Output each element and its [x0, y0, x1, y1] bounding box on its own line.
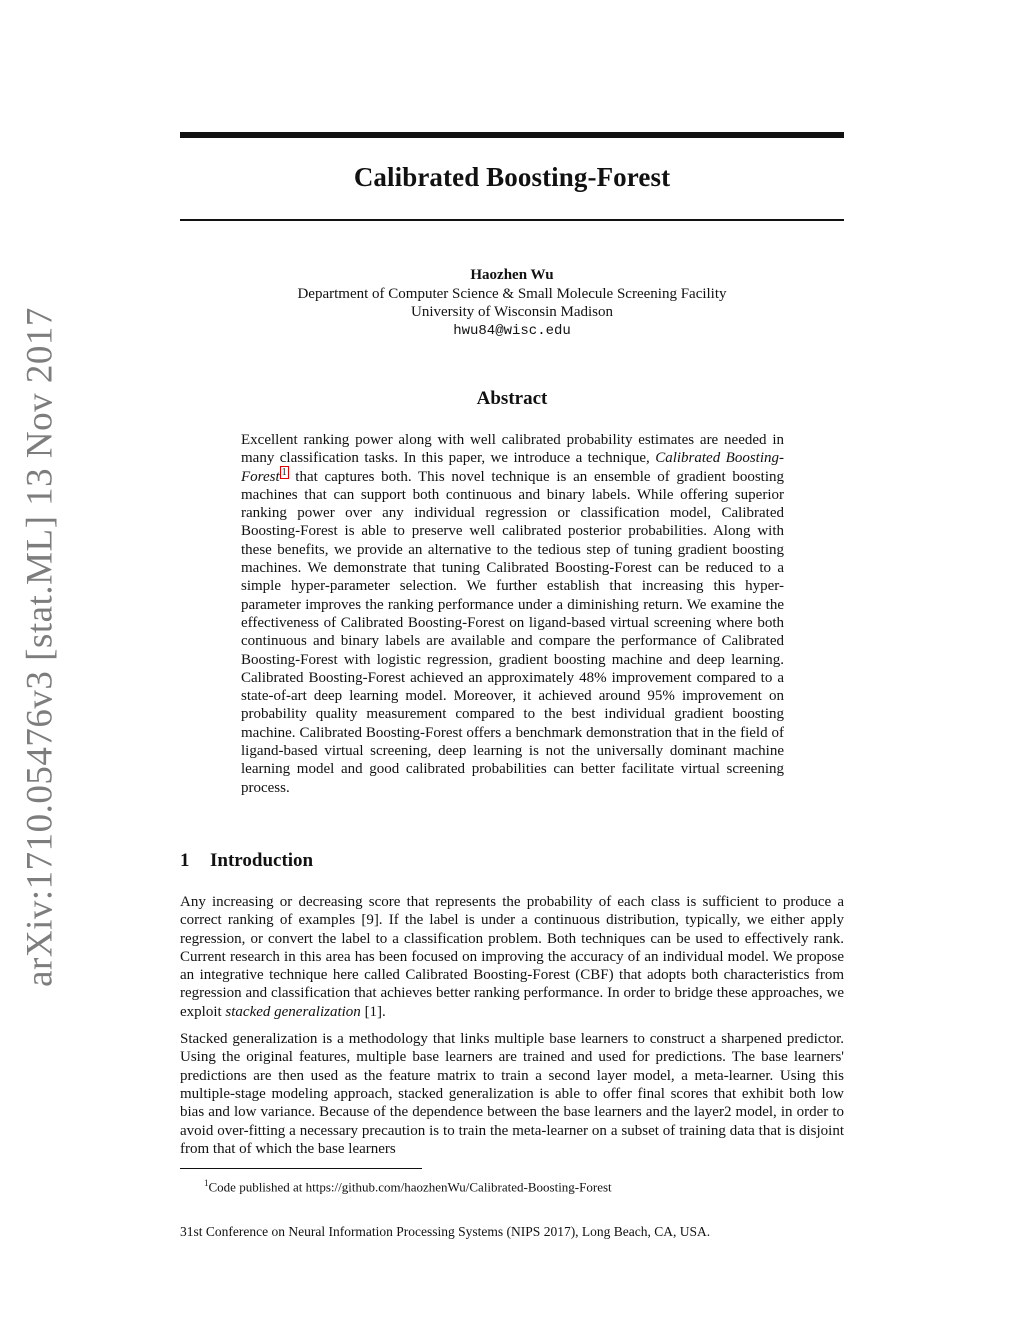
footnote-reference-link[interactable]: 1 [281, 466, 287, 478]
abstract-paragraph [241, 431, 784, 797]
title-rule-top [180, 132, 844, 138]
author-name: Haozhen Wu [470, 267, 554, 283]
abstract-text-start: Excellent ranking power along with well calibrated probability estimates are needed in many classification tasks. In this paper, we introduce a technique, [241, 432, 784, 467]
paper-title: Calibrated Boosting-Forest [353, 162, 671, 192]
footnote [204, 1175, 844, 1195]
venue-line: 31st Conference on Neural Information Processing Systems (NIPS 2017), Long Beach, CA, USA. [180, 1224, 711, 1239]
abstract-emphasis: Calibrated Boosting-Forest [241, 450, 784, 485]
introduction-paragraph-2: Stacked generalization is a methodology that links multiple base learners to construct a sharpened predictor. Using the original features, multiple base learners are trained and used for predictions. The base learners' predictions are then used as the feature matrix to train a second layer model, a meta-learner. Using this multiple-stage modeling approach, stacked generalization is able to offer final scores that exhibit both low bias and low variance. Because of the dependence between the base learners and the layer2 model, in order to avoid over-fitting a necessary precaution is to train the meta-learner on a subset of training data that is disjoint from that of which the base learners [180, 1031, 844, 1157]
author-block [180, 266, 844, 340]
para-1-text: Any increasing or decreasing score that represents the probability of each class is sufficient to produce a correct ranking of examples [9]. If the label is under a continuous distribution, typically, we either apply regression, or convert the label to a classification problem. Both techniques can be used to effectively rank. Current research in this area has been focused on improving the accuracy of an individual model. We propose an integrative technique here called Calibrated Boosting-Forest (CBF) that adopts both characteristics from regression and classification that achieves better ranking performance. In order to bridge these approaches, we exploit [180, 894, 844, 1020]
abstract-text-rest: that captures both. This novel technique is an ensemble of gradient boosting machines that can support both continuous and binary labels. While offering superior ranking power over any individual regression or classification model, Calibrated Boosting-Forest is able to preserve well calibrated posterior probabilities. Along with these benefits, we provide an alternative to the tedious step of tuning gradient boosting machines. We demonstrate that tuning Calibrated Boosting-Forest can be reduced to a simple hyper-parameter selection. We further establish that increasing this hyper-parameter improves the ranking performance under a diminishing return. We examine the effectiveness of Calibrated Boosting-Forest on ligand-based virtual screening where both continuous and binary labels are available and compare the performance of Calibrated Boosting-Forest with logistic regression, gradient boosting machine and deep learning. Calibrated Boosting-Forest achieved an approximately 48% improvement compared to a state-of-art deep learning model. Moreover, it achieved around 95% improvement on probability quality measurement compared to the best individual gradient boosting machine. Calibrated Boosting-Forest offers a benchmark demonstration that in the field of ligand-based virtual screening, deep learning is not the universally dominant machine learning model and good calibrated probabilities can better facilitate virtual screening process. [241, 468, 784, 796]
para-1-text-end: [1]. [360, 1003, 386, 1020]
introduction-paragraph-1 [180, 893, 844, 1021]
footnote-divider [180, 1168, 422, 1169]
para-1-emphasis: stacked generalization [225, 1003, 361, 1020]
footnote-text: Code published at https://github.com/haozhenWu/Calibrated-Boosting-Forest [208, 1179, 612, 1195]
section-heading-introduction [180, 850, 844, 872]
abstract-heading: Abstract [476, 388, 548, 409]
arxiv-identifier: arXiv:1710.05476v3 [stat.ML] 13 Nov 2017 [19, 307, 61, 987]
introduction-body [180, 893, 844, 1167]
section-number: 1 [180, 850, 190, 871]
author-affiliation-university: University of Wisconsin Madison [410, 304, 614, 320]
author-affiliation-department: Department of Computer Science & Small Molecule Screening Facility [297, 285, 727, 302]
author-email[interactable]: hwu84@wisc.edu [453, 322, 571, 339]
footnote-mark: 1 [204, 1178, 209, 1188]
title-rule-bottom [180, 219, 844, 221]
abstract-body [241, 431, 784, 797]
section-title: Introduction [210, 850, 314, 871]
